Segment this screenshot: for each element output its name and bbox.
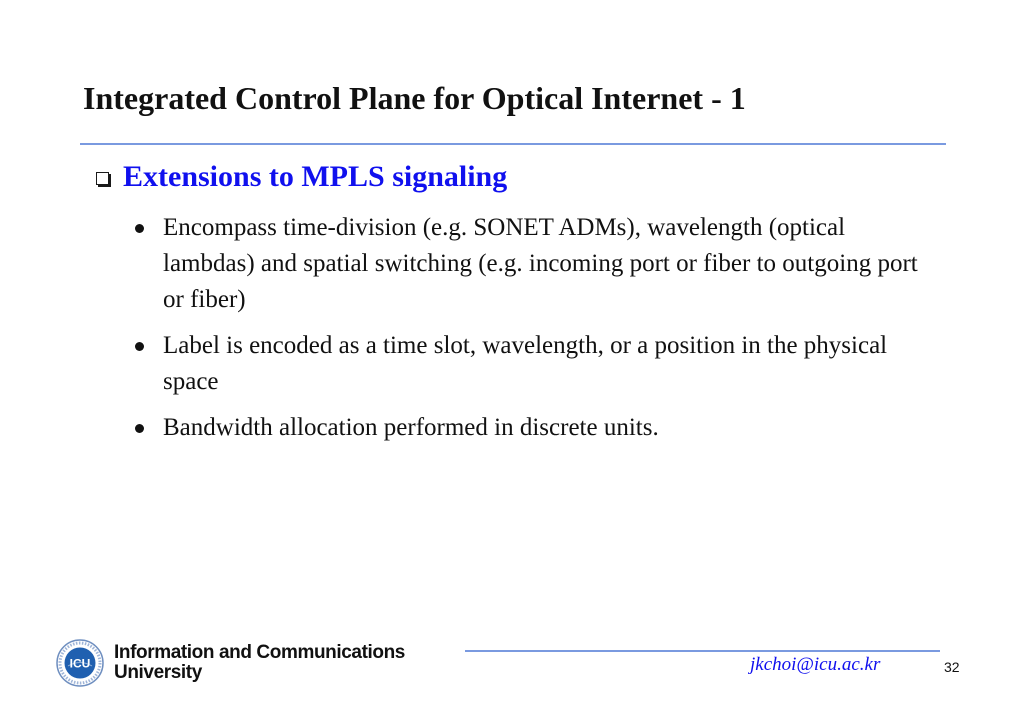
- section-heading-row: [96, 160, 507, 194]
- bullet-list: [132, 210, 922, 456]
- bullet-item: [132, 210, 922, 318]
- bullet-text: Label is encoded as a time slot, wavelength, or a position in the physical space: [163, 332, 888, 395]
- bullet-text: Bandwidth allocation performed in discrete units.: [163, 414, 659, 441]
- icu-seal-icon: [56, 639, 104, 687]
- bullet-dot-icon: [135, 424, 144, 433]
- section-heading: Extensions to MPLS signaling: [123, 160, 508, 193]
- university-name-line2: University: [114, 662, 202, 683]
- page-number: 32: [944, 659, 960, 675]
- author-email: jkchoi@icu.ac.kr: [750, 654, 881, 675]
- slide-title: Integrated Control Plane for Optical Internet - 1: [83, 80, 746, 116]
- bullet-text: Encompass time-division (e.g. SONET ADMs), wavelength (optical lambdas) and spatial switching (e.g. incoming port or fiber to outgoing port or fiber): [163, 214, 918, 313]
- bullet-item: [132, 410, 922, 446]
- title-divider: [80, 143, 946, 145]
- square-bullet-icon: [96, 172, 109, 185]
- bullet-item: [132, 328, 922, 400]
- seal-lettering: ICU: [69, 656, 91, 671]
- footer-divider: [465, 650, 940, 652]
- university-name-line1: Information and Communications: [114, 642, 405, 663]
- university-name: [114, 643, 405, 683]
- university-logo: [56, 639, 405, 687]
- bullet-dot-icon: [135, 342, 144, 351]
- bullet-dot-icon: [135, 224, 144, 233]
